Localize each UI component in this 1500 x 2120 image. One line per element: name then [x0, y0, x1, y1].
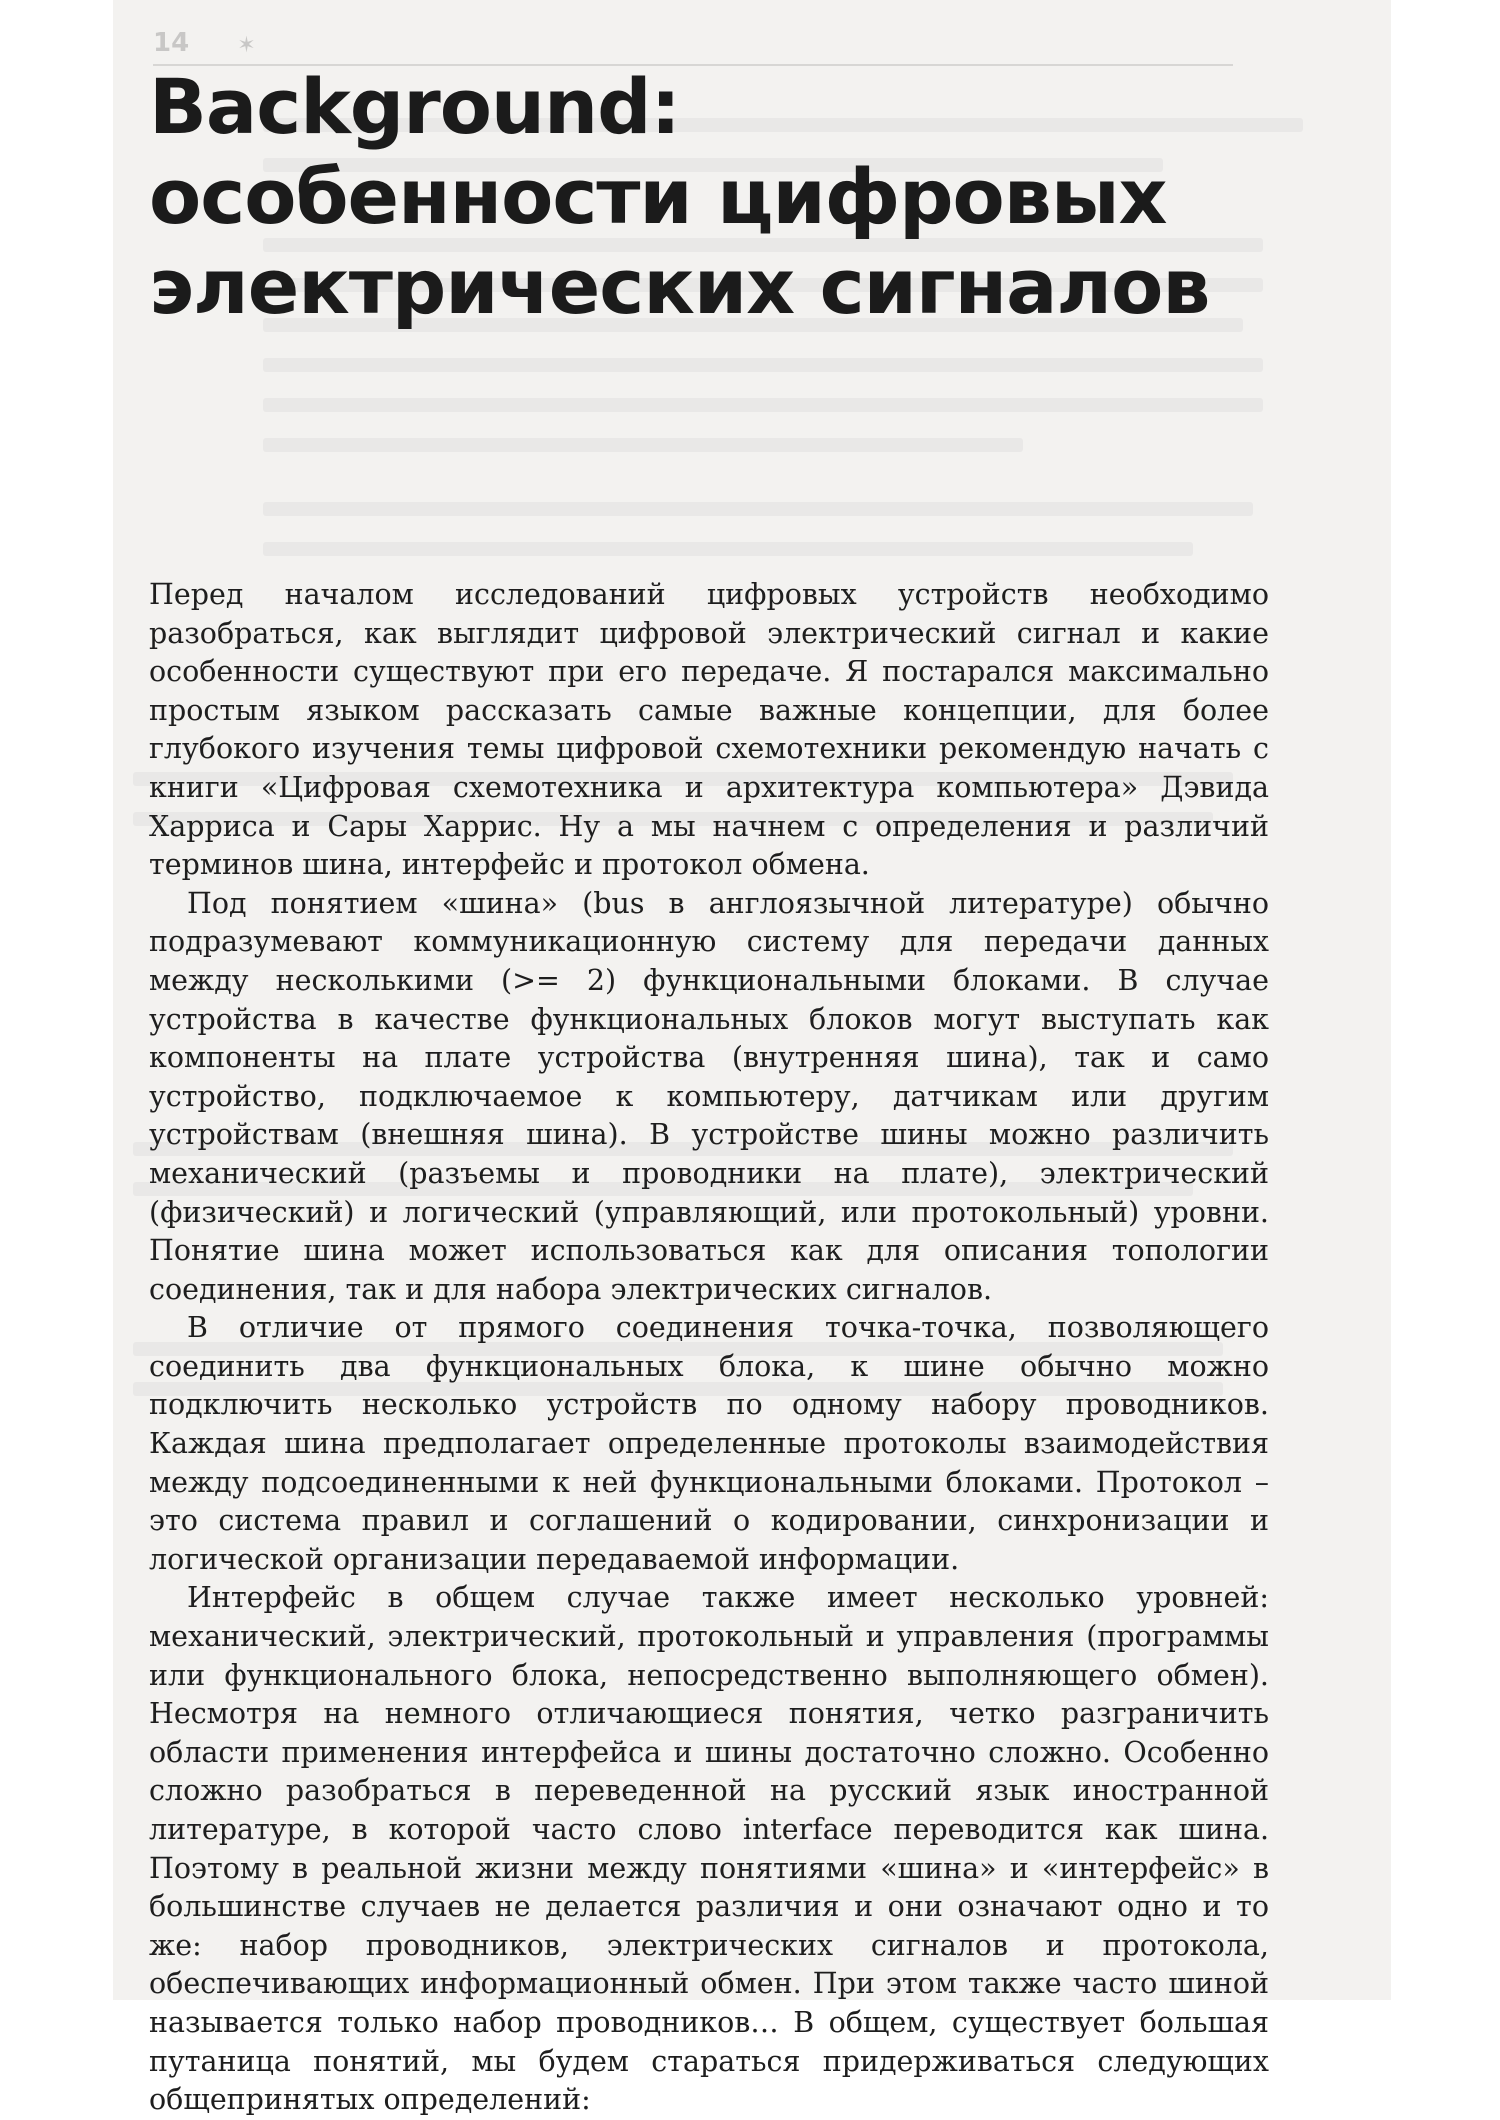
- book-page: [113, 0, 1391, 2117]
- running-header: [153, 26, 1233, 66]
- star-icon: ✶: [237, 33, 256, 58]
- title-line-2: особенности цифровых: [149, 152, 1167, 241]
- paragraph: В отличие от прямого соединения точка-точка, позволяющего соединить два функциональных блока, к шине обычно можно подключить несколько устройств по одному набору проводников. Каждая шина предполагает определенные протоколы взаимодействия между подсоединенными к ней функциональными блоками. Протокол – это система правил и соглашений о кодировании, синхронизации и логической организации передаваемой информации.: [149, 1311, 1269, 1576]
- title-line-1: Background:: [149, 62, 680, 151]
- chapter-title: [149, 62, 1269, 332]
- title-line-3: электрических сигналов: [149, 242, 1210, 331]
- body-text: [149, 576, 1269, 2120]
- page-number: 14: [153, 28, 190, 58]
- paragraph: Под понятием «шина» (bus в англоязычной литературе) обычно подразумевают коммуникационную систему для передачи данных между несколькими (>= 2) функциональными блоками. В случае устройства в качестве функциональных блоков могут выступать как компоненты на плате устройства (внутренняя шина), так и само устройство, подключаемое к компьютеру, датчикам или другим устройствам (внешняя шина). В устройстве шины можно различить механический (разъемы и проводники на плате), электрический (физический) и логический (управляющий, или протокольный) уровни. Понятие шина может использоваться как для описания топологии соединения, так и для набора электрических сигналов.: [149, 886, 1269, 1306]
- paragraph: Интерфейс в общем случае также имеет несколько уровней: механический, электрический, протокольный и управления (программы или функционального блока, непосредственно выполняющего обмен). Несмотря на немного отличающиеся понятия, четко разграничить области применения интерфейса и шины достаточно сложно. Особенно сложно разобраться в переведенной на русский язык иностранной литературе, в которой часто слово interface переводится как шина. Поэтому в реальной жизни между понятиями «шина» и «интерфейс» в большинстве случаев не делается различия и они означают одно и то же: набор проводников, электрических сигналов и протокола, обеспечивающих информационный обмен. При этом также часто шиной называется только набор проводников… В общем, существует большая путаница понятий, мы будем стараться придерживаться следующих общепринятых определений:: [149, 1581, 1269, 2117]
- paragraph: Перед началом исследований цифровых устройств необходимо разобраться, как выглядит цифровой электрический сигнал и какие особенности существуют при его передаче. Я постарался максимально простым языком рассказать самые важные концепции, для более глубокого изучения темы цифровой схемотехники рекомендую начать с книги «Цифровая схемотехника и архитектура компьютера» Дэвида Харриса и Сары Харрис. Ну а мы начнем с определения и различий терминов шина, интерфейс и протокол обмена.: [149, 578, 1269, 882]
